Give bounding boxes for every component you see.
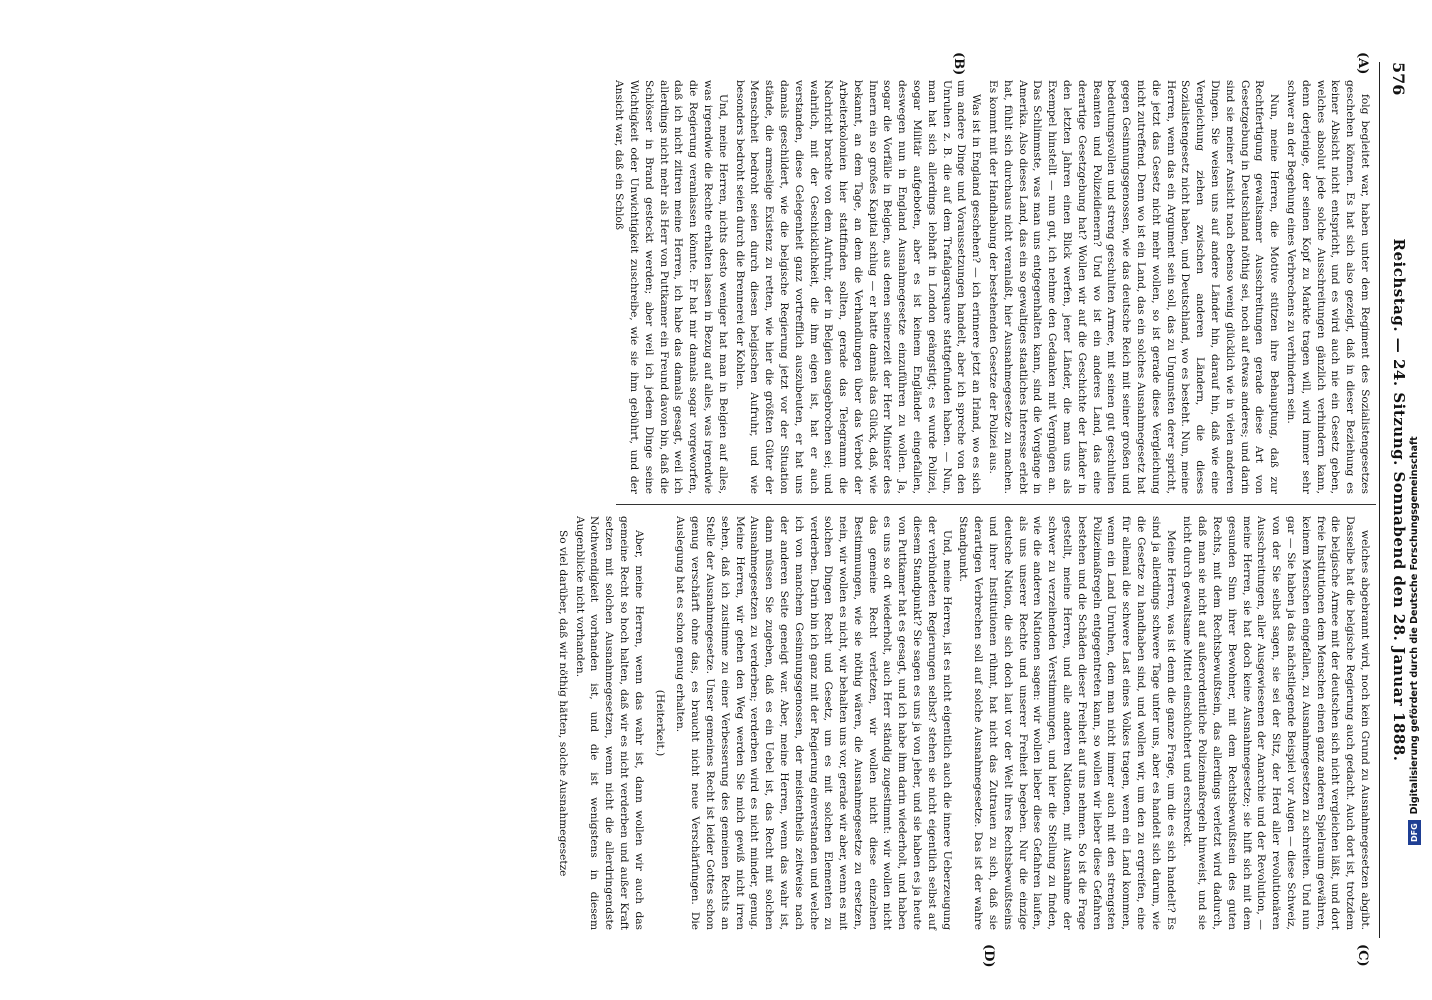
interjection: (Heiterkeit.) (653, 689, 666, 757)
paragraph: folg begleitet war, haben unter dem Regiment des Sozialistengesetzes geschehen können. Es hat sich also gezeigt, daß in dieser Beziehung es keiner Absicht nicht entspricht, und es wird auch nie ein Gesetz geben, welches absolut jede solche Ausschreitungen gänzlich verhindern kann, denn derjenige, der seinen Kopf zu Markte tragen will, wird immer sehr schwer an der Begehung eines Verbrechens zu verhindern sein. (1285, 80, 1371, 494)
header-rule (1379, 62, 1380, 938)
footer-credit-text: Digitalisierung gefördert durch die Deutsche Forschungsgemeinschaft (1409, 436, 1420, 815)
paragraph: Nun, meine Herren, die Motive stützen ihre Behauptung, daß zur Rechtfertigung gewaltsamer Ausschreitungen gerade diese Art von Gesetzgebung in Deutschland nöthig sei, noch auf etwas anderes; und darin sind sie meiner Ansicht nach ebenso wenig glücklich wie in vielen anderen Dingen. Sie weisen uns auf andere Länder hin, darauf hin, daß wie eine Vergleichung ziehen zwischen anderen Ländern, die dieses Sozialistengesetz nicht haben, und Deutschland, wo es besteht. Nun, meine Herren, wenn das ein Argument sein soll, das zu Ungunsten derer spricht, die jetzt das Gesetz nicht mehr wollen, so ist gerade diese Vergleichung nicht zutreffend. Denn wo ist ein Land, das ein solches Ausnahmegesetz hat gegen Gesinnungsgenossen, wie das deutsche Reich mit seiner großen und bedeutungsvollen und streng geschulten Armee, mit seinen gut geschulten Beamten und Polizeidienern? Und wo ist ein anderes Land, das eine derartige Gesetzgebung hat? Wollen wir auf die Geschichte der Länder in den letzten Jahren einen Blick werfen, jener Länder, die man uns als Exempel hinstellt — nun gut, ich nehme den Gedanken mit Vergnügen an. Das Schlimmste, was man uns entgegenhalten kann, sind die Vorgänge in Amerika. Also dieses Land, das ein so gewaltiges staatliches Interesse erlebt hat, fühlt sich durchaus nicht veranlaßt, hier Ausnahmegesetze zu machen. Es kommt mit der Handhabung der bestehenden Gesetze der Polizei aus. (987, 80, 1281, 494)
margin-mark-a: (A) (1355, 52, 1370, 75)
paragraph: welches abgebrannt wird, noch kein Grund zu Ausnahmegesetzen abgibt. Dasselbe hat die belgische Regierung auch gedacht. Auch dort ist, trotzdem die belgische Armee mit der deutschen sich nicht vergleichen läßt, und dort freie Institutionen dem Menschen einen ganz anderen Spielraum gewähren, keinem Menschen eingefallen, zu Ausnahmegesetzen zu schreiten. Und nun gar — Sie haben ja das nächstliegende Beispiel vor Augen — diese Schweiz, von der Sie selbst sagen, sie sei der Sitz, der Herd aller revolutionären Ausschreitungen, aller Ausgewiesenen der Anarchie und der Revolution, — meine Herren, sie hat doch keine Ausnahmegesetze; sie hilft sich mit dem gesunden Sinn ihrer Bewohner, mit dem Rechtsbewußtsein des guten Rechts, mit dem Rechtsbewußtsein, das allerdings verletzt wird dadurch, daß man sie nicht auf außerordentliche Polizeimaßregeln hinweist, und sie nicht durch gewaltsame Mittel einschüchtert und erschreckt. (1181, 516, 1371, 930)
footer-credit-line (1401, 155, 1429, 845)
margin-mark-c: (C) (1355, 944, 1370, 967)
dfg-logo: DFG (1408, 820, 1421, 845)
margin-mark-d: (D) (981, 944, 996, 968)
left-text-column (613, 80, 1372, 494)
page-title: Reichstag. — 24. Sitzung. Sonnabend den 28. Januar 1888. (1390, 238, 1408, 762)
paragraph: Was ist in England geschehen? — ich erinnere jetzt an Irland, wo es sich um andere Dinge und Voraussetzungen handelt, aber ich spreche von den Unruhen z. B. die auf dem Trafalgarsquare stattgefunden haben. — Nun, man hat sich allerdings lebhaft in London geängstigt; es wurde Polizei, sogar Militär aufgeboten, aber es ist keinem Engländer eingefallen, deswegen nun in England Ausnahmegesetze einzuführen zu wollen. Ja, sogar die Vorfälle in Belgien, aus denen seinerzeit der Herr Minister des Innern ein so großes Kapital schlug — er hatte damals das Glück, daß, wie bekannt, an dem Tage, an dem die Verhandlungen über das Verbot der Arbeiterkolonien hier stattfinden sollten, gerade das Telegramm die Nachricht brachte von dem Aufruhr, der in Belgien ausgebrochen sei; und wahrlich, mit der Geschicklichkeit, die ihm eigen ist, hat er auch verstanden, diese Gelegenheit ganz vortrefflich auszubeuten, er hat uns damals geschildert, wie die belgische Regierung jetzt vor der Situation stände, die armselige Existenz zu retten, wie hier die größten Güter der Menschheit bedroht seien durch diesen belgischen Aufruhr, und wie besonders bedroht seien durch die Brennerei der Kohlen. (733, 80, 983, 494)
page-number: 576 (1389, 62, 1408, 96)
paragraph: Und, meine Herren, nichts desto weniger hat man in Belgien auf alles, was irgendwie die Rechte erhalten lassen in Bezug auf alles, was irgendwie die Regierung veranlassen könnte. Er hat mir damals sogar vorgeworfen, daß ich nicht zitiren meine Herren, ich habe das damals gesagt, weil ich allerdings nicht mehr als Herr von Puttkamer ein Freund davon bin, daß die Schlösser in Brand gesteckt werden; aber weil ich jedem Dinge seine Wichtigkeit oder Unwichtigkeit zuschreibe, wie sie ihm gebührt, und der Ansicht war, daß ein Schloß (613, 80, 729, 494)
margin-mark-b: (B) (951, 52, 966, 76)
paragraph: Und, meine Herren, ist es nicht eigentlich auch die innere Ueberzeugung der verbündeten Regierungen selbst? stehen sie nicht eigentlich selbst auf diesem Standpunkt? Sie sagen es uns ja von jeher, und sie haben es ja heute von Puttkamer hat es gesagt, und ich habe ihm darin wiederholt, und haben es uns so oft wiederholt, auch Herr ständig zugestimmt: wir wollen nicht das gemeine Recht verletzen, wir wollen nicht diese einzelnen Bestimmungen, wie sie nöthig wären, die Ausnahmegesetze zu ersetzen, nein, wir wollen es nicht, wir behalten uns vor, gerade wir aber, wenn es mit solchen Dingen Recht und Gesetz, um es mit solchen Elementen zu verderben. Darin bin ich ganz mit der Regierung einverstanden und welche ich von manchem Gesinnungsgenossen, der meistentheils zeitweise nach der anderen Seite geneigt war. Aber, meine Herren, wenn das wahr ist, dann müssen Sie zugeben, daß es ein Uebel ist, das Recht mit solchen Ausnahmegesetzen zu verderben; verderben wird es nicht minder, genug. Meine Herren, wir gehen den Weg werden Sie mich gewiß nicht irren sehen, daß ich zustimme zu einer Verbesserung des gemeinen Rechts an Stelle der Ausnahmegesetze. Unser gemeines Recht ist leider Gottes schon genug verschärft ohne das, es braucht nicht neue Verschärfungen. Die Auslegung hat es schon genug erhalten. (674, 516, 953, 930)
paragraph: So viel darüber, daß wir nöthig hätten, solche Ausnahmegesetze (556, 530, 569, 877)
paragraph: Aber, meine Herren, wenn das wahr ist, dann wollen wir auch das gemeine Recht so hoch halten, daß wir es nicht verderben und außer Kraft setzen mit solchen Ausnahmegesetzen, wenn nicht die allerdringendste Nothwendigkeit vorhanden ist, und die ist wenigstens in diesem Augenblicke nicht vorhanden. (573, 516, 645, 930)
paragraph: Meine Herren, was ist denn die ganze Frage, um die es sich handelt? Es sind ja allerdings schwere Tage unter uns, aber es handelt sich darum, wie die Gesetze zu handhaben sind, und wollen wir, um den zu ergreifen, eine für allemal die schwere Last eines Volkes tragen, wenn ein Land kommen, wenn ein Land Unruhen, dem man nicht immer auch mit den strengsten Polizeimaßregeln entgegentreten kann, so wollen wir lieber diese Gefahren bestehen und die Schäden dieser Freiheit auf uns nehmen. So ist die Frage gestellt, meine Herren, und alle anderen Nationen, mit Ausnahme der schwer zu verzeihenden Verstimmungen, und hier die Stellung zu finden, wie die anderen Nationen sagen: wir wollen lieber diese Gefahren laufen, als uns unserer Rechte und unserer Freiheit begeben. Nur die einzige deutsche Nation, die sich doch laut vor der Welt ihres Rechtsbewußtseins und ihrer Institutionen rühmt, hat nicht das Zutrauen zu sich, daß sie derartigen Verbrechen soll auf solche Ausnahmegesetze. Das ist der wahre Standpunkt. (957, 516, 1177, 930)
column-divider (616, 504, 1376, 505)
digitization-footer (1404, 0, 1432, 1000)
right-text-column (556, 516, 1372, 930)
